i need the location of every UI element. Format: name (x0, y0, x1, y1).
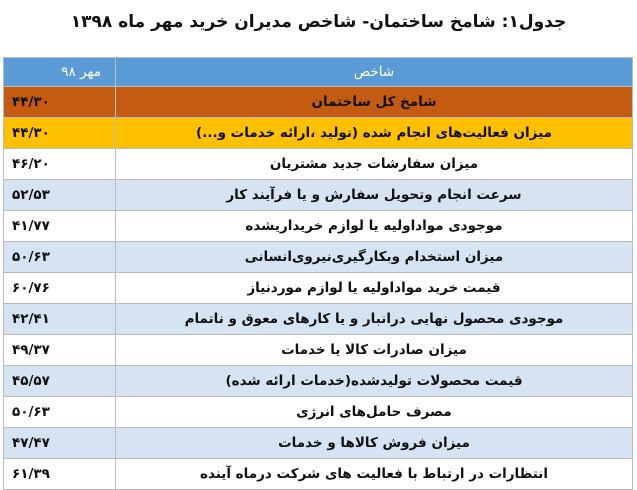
row-index-name: میزان فروش کالاها و خدمات (116, 428, 633, 459)
table-row (4, 211, 633, 242)
row-value: ۴۴/۳۰ (4, 87, 116, 118)
table-row (4, 366, 633, 397)
row-value: ۴۴/۳۰ (4, 118, 116, 149)
row-value: ۴۶/۲۰ (4, 149, 116, 180)
row-index-name: میزان استخدام وبکارگیری‌نیروی‌انسانی (116, 242, 633, 273)
row-index-name: موجودی محصول نهایی درانبار و یا کارهای معوق و ناتمام (116, 304, 633, 335)
row-index-name: قیمت محصولات تولیدشده(خدمات ارائه شده) (116, 366, 633, 397)
table-header-row (4, 58, 633, 87)
table-row (4, 428, 633, 459)
table-row (4, 397, 633, 428)
header-index: شاخص (116, 58, 633, 87)
table-row (4, 180, 633, 211)
header-value: مهر ۹۸ (4, 58, 116, 87)
row-index-name: موجودی مواداولیه یا لوازم خریداریشده (116, 211, 633, 242)
table-row (4, 149, 633, 180)
row-value: ۴۷/۴۷ (4, 428, 116, 459)
row-index-name: انتظارات در ارتباط با فعالیت های شرکت درماه آینده (116, 459, 633, 490)
row-value: ۴۲/۴۱ (4, 304, 116, 335)
row-index-name: قیمت خرید مواداولیه یا لوازم موردنیاز (116, 273, 633, 304)
row-value: ۴۱/۷۷ (4, 211, 116, 242)
table-row (4, 118, 633, 149)
table-row (4, 273, 633, 304)
row-index-name: میزان فعالیت‌های انجام شده (تولید ،ارائه خدمات و...) (116, 118, 633, 149)
table-row (4, 304, 633, 335)
row-index-name: میزان صادرات کالا یا خدمات (116, 335, 633, 366)
row-value: ۴۵/۵۷ (4, 366, 116, 397)
table-row (4, 242, 633, 273)
total-index-row (4, 87, 633, 118)
row-index-name: سرعت انجام وتحویل سفارش و یا فرآیند کار (116, 180, 633, 211)
row-value: ۶۱/۳۹ (4, 459, 116, 490)
row-index-name: شامخ کل ساختمان (116, 87, 633, 118)
table-row (4, 335, 633, 366)
row-index-name: مصرف حامل‌های انرژی (116, 397, 633, 428)
row-value: ۶۰/۷۶ (4, 273, 116, 304)
table-caption: جدول۱: شامخ ساختمان- شاخص مدیران خرید مهر ماه ۱۳۹۸ (70, 12, 567, 32)
row-value: ۵۰/۶۳ (4, 242, 116, 273)
row-index-name: میزان سفارشات جدید مشتریان (116, 149, 633, 180)
row-value: ۵۰/۶۳ (4, 397, 116, 428)
row-value: ۵۲/۵۳ (4, 180, 116, 211)
row-value: ۴۹/۳۷ (4, 335, 116, 366)
pmi-table (3, 57, 633, 490)
table-row (4, 459, 633, 490)
